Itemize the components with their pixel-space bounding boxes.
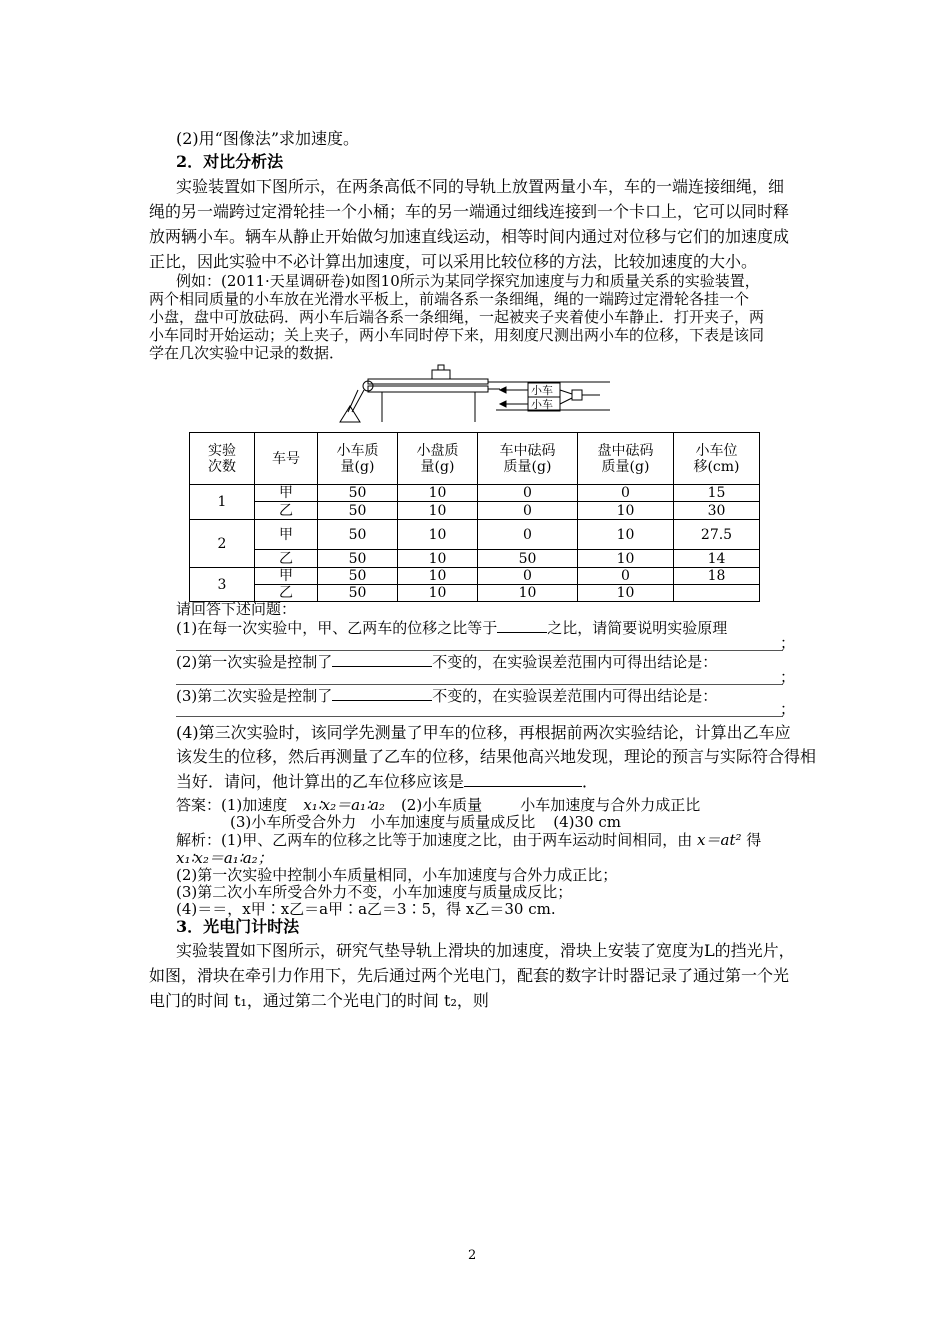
example-line: 小车同时开始运动；关上夹子，两小车同时停下来，用刻度尺测出两小车的位移，下表是该同 [149,326,765,344]
cart-label-top: 小车 [531,384,553,397]
cell: 10 [398,502,478,520]
header-cell: 小车质 量(g) [318,433,398,485]
exp-cell: 1 [190,485,255,520]
cell: 50 [318,568,398,585]
answer-line-2: (3)小车所受合外力 小车加速度与质量成反比 (4)30 cm [230,813,621,831]
formula: x＝at² [697,831,742,849]
cell: 0 [478,485,578,502]
analysis-line-2: x₁∶x₂＝a₁∶a₂； [176,849,273,867]
cell: 14 [674,550,760,568]
section3-para-line: 如图，滑块在牵引力作用下，先后通过两个光电门，配套的数字计时器记录了通过第一个光 [149,966,790,985]
exp-cell: 2 [190,520,255,568]
answer-line[interactable] [176,684,783,685]
cell: 10 [578,550,674,568]
analysis-line-1: 解析：(1)甲、乙两车的位移之比等于加速度之比，由于两车运动时间相同，由 x＝at² 得 [176,831,762,849]
table-header-row [190,433,760,485]
answer-line[interactable] [176,650,783,651]
cell: 0 [578,568,674,585]
cell: 10 [398,485,478,502]
cell: 甲 [255,568,318,585]
answer-blank[interactable] [497,618,547,633]
cell: 10 [578,502,674,520]
question-4-line: 该发生的位移，然后再测量了乙车的位移，结果他高兴地发现，理论的预言与实际符合得相 [176,747,817,766]
cell: 10 [398,520,478,550]
example-line: 两个相同质量的小车放在光滑水平板上，前端各系一条细绳，绳的一端跨过定滑轮各挂一个 [149,290,750,308]
exp-cell: 3 [190,568,255,602]
cell: 50 [318,502,398,520]
table-row [190,502,760,520]
header-cell: 车中砝码 质量(g) [478,433,578,485]
analysis-line-4: (3)第二次小车所受合外力不变，小车加速度与质量成反比； [176,883,573,901]
analysis-line-5: (4)＝＝，x甲∶x乙＝a甲∶a乙＝3∶5，得 x乙＝30 cm. [176,900,556,918]
questions-intro: 请回答下述问题： [176,600,297,618]
top-view [496,382,610,411]
analysis-line-3: (2)第一次实验中控制小车质量相同，小车加速度与合外力成正比； [176,866,618,884]
question-3: (3)第二次实验是控制了 不变的，在实验误差范围内可得出结论是： [176,687,718,705]
cell: 27.5 [674,520,760,550]
section2-para-line: 正比，因此实验中不必计算出加速度，可以采用比较位移的方法，比较加速度的大小。 [149,252,758,271]
answer-line-1: 答案：(1)加速度 x₁∶x₂＝a₁∶a₂ (2)小车质量 小车加速度与合外力成正比 [176,796,701,814]
cell: 10 [398,585,478,602]
cell: 30 [674,502,760,520]
cell: 0 [578,485,674,502]
answer-blank[interactable] [332,652,432,667]
table-row [190,550,760,568]
table-side-view [340,365,500,422]
header-cell: 车号 [255,433,318,485]
experiment-apparatus-figure [320,362,620,430]
table-row [190,568,760,585]
example-line: 例如：(2011·天星调研卷)如图10所示为某同学探究加速度与力和质量关系的实验装置， [176,272,760,290]
cell: 15 [674,485,760,502]
data-table [189,432,760,602]
question-2: (2)第一次实验是控制了 不变的，在实验误差范围内可得出结论是： [176,653,718,671]
cell: 乙 [255,502,318,520]
ratio-formula: x₁∶x₂＝a₁∶a₂ [303,796,385,814]
table-row [190,485,760,502]
table-row [190,520,760,550]
question-1: (1)在每一次实验中，甲、乙两车的位移之比等于 之比，请简要说明实验原理 [176,619,728,637]
cell: 0 [478,502,578,520]
cell: 50 [318,485,398,502]
cell: 0 [478,520,578,550]
section3-para-line: 电门的时间 t₁，通过第二个光电门的时间 t₂，则 [149,991,489,1010]
semicolon: ； [780,668,796,686]
header-cell: 小盘质 量(g) [398,433,478,485]
cell: 18 [674,568,760,585]
cell: 甲 [255,485,318,502]
cell [674,585,760,602]
header-cell: 小车位 移(cm) [674,433,760,485]
question-4-line: (4)第三次实验时，该同学先测量了甲车的位移，再根据前两次实验结论，计算出乙车应 [176,723,791,742]
section2-para-line: 放两辆小车。辆车从静止开始做匀加速直线运动，相等时间内通过对位移与它们的加速度成 [149,227,790,246]
cell: 50 [318,520,398,550]
question-4-line: 当好．请问，他计算出的乙车位移应该是 ． [176,772,599,791]
cell: 乙 [255,550,318,568]
cart-label-bottom: 小车 [531,398,553,411]
cell: 50 [318,550,398,568]
cell: 50 [478,550,578,568]
cell: 0 [478,568,578,585]
section2-title: 2．对比分析法 [176,152,284,171]
cell: 乙 [255,585,318,602]
cell: 甲 [255,520,318,550]
section3-para-line: 实验装置如下图所示，研究气垫导轨上滑块的加速度，滑块上安装了宽度为L的挡光片， [176,941,795,960]
section2-para-line: 实验装置如下图所示，在两条高低不同的导轨上放置两量小车，车的一端连接细绳，细 [176,177,785,196]
answer-line[interactable] [176,716,783,717]
cell: 50 [318,585,398,602]
section3-title: 3．光电门计时法 [176,917,300,936]
method2-line: (2)用“图像法”求加速度。 [176,129,360,148]
cell: 10 [398,568,478,585]
answer-blank[interactable] [332,686,432,701]
header-cell: 实验 次数 [190,433,255,485]
semicolon: ； [780,634,796,652]
section2-para-line: 绳的另一端跨过定滑轮挂一个小桶；车的另一端通过细线连接到一个卡口上，它可以同时释 [149,202,790,221]
cell: 10 [398,550,478,568]
example-line: 小盘，盘中可放砝码．两小车后端各系一条细绳，一起被夹子夹着使小车静止．打开夹子，两 [149,308,765,326]
answer-blank[interactable] [464,772,582,787]
cell: 10 [578,585,674,602]
cell: 10 [478,585,578,602]
example-line: 学在几次实验中记录的数据． [149,344,345,362]
page-number: 2 [468,1248,477,1263]
header-cell: 盘中砝码 质量(g) [578,433,674,485]
cell: 10 [578,520,674,550]
semicolon: ； [780,700,796,718]
table-row [190,585,760,602]
